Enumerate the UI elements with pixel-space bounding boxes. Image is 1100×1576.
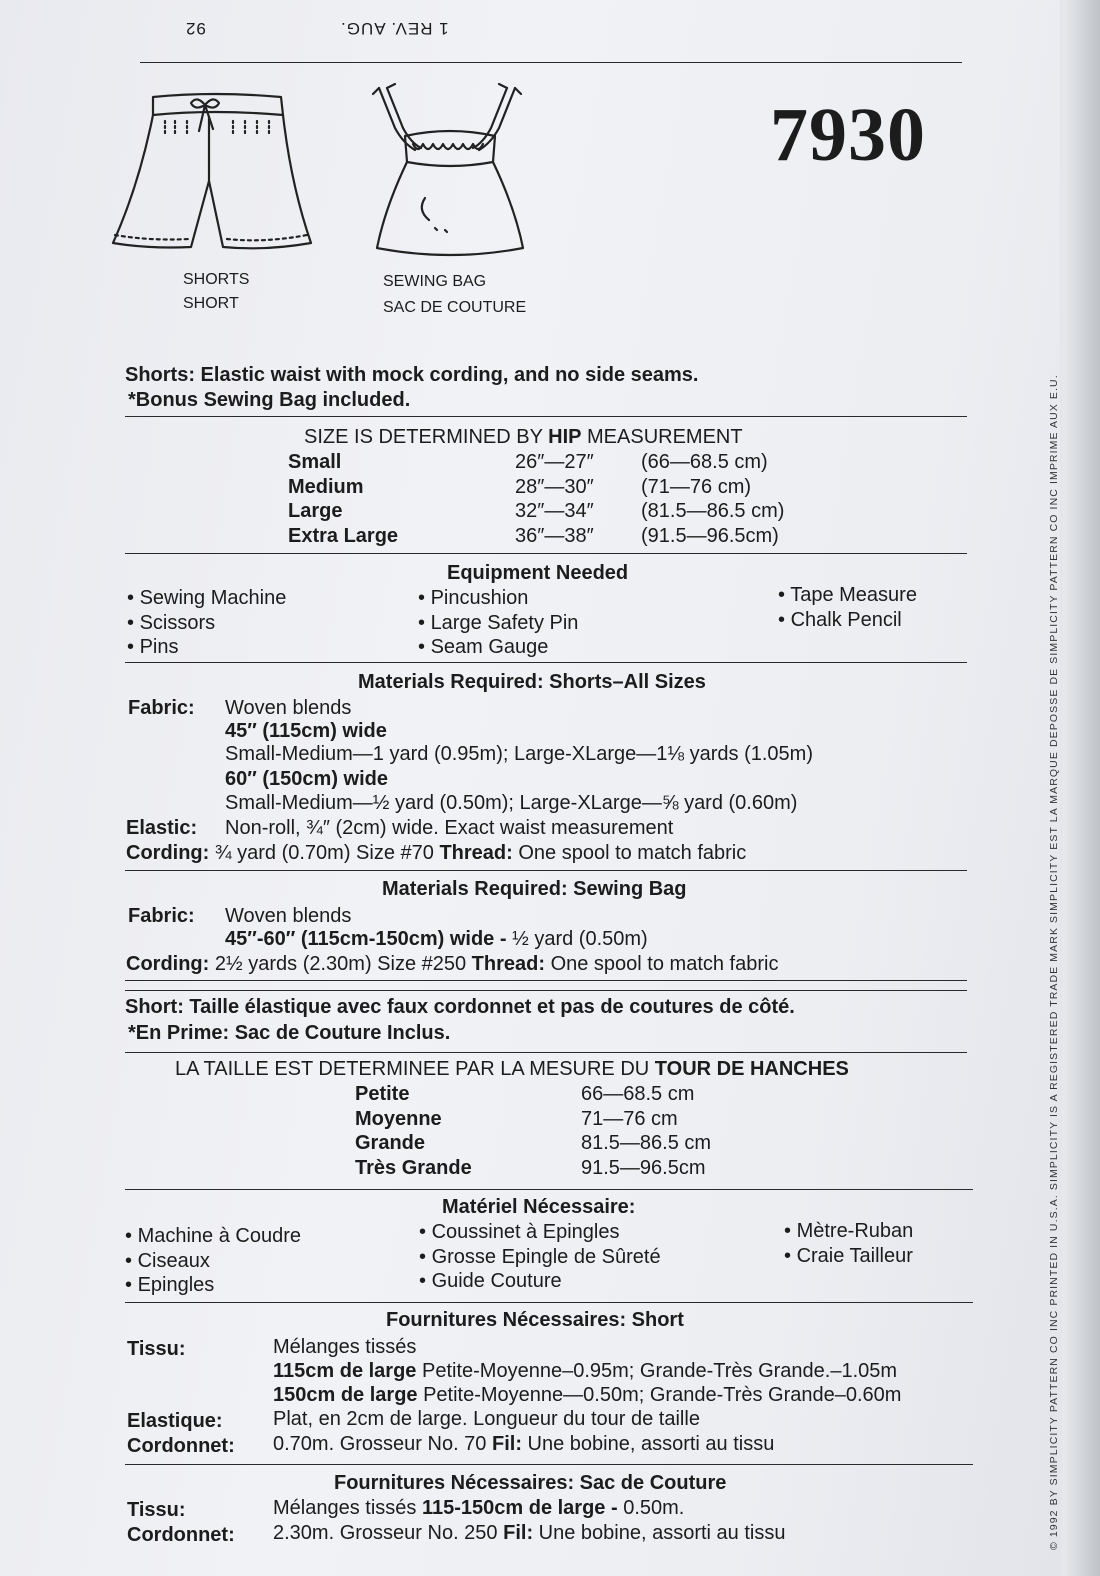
size-inches: 36″—38″ [515,524,594,547]
bag-cordonnet-line: 2.30m. Grosseur No. 250 Fil: Une bobine, assorti au tissu [273,1522,786,1544]
cordonnet-line: 0.70m. Grosseur No. 70 Fil: Une bobine, assorti au tissu [273,1433,775,1455]
equipment-item: • Tape Measure [778,583,917,608]
yardage-60: Small-Medium—½ yard (0.50m); Large-XLarge—⅝ yard (0.60m) [225,792,798,814]
shorts-caption-fr: SHORT [183,295,239,312]
cordonnet-label: Cordonnet: [127,1435,235,1457]
equipment-item: • Pincushion [418,586,578,611]
equipment-heading-fr: Matériel Nécessaire: [442,1196,636,1218]
size-cm: 71—76 cm [581,1107,678,1130]
bag-caption-fr: SAC DE COUTURE [383,299,527,316]
size-names-en [288,450,398,548]
size-cm: 91.5—96.5cm [581,1156,706,1179]
tissu-type: Mélanges tissés [273,1336,417,1358]
equipment-item: • Machine à Coudre [125,1224,301,1249]
size-cm: (71—76 cm) [641,475,752,498]
size-heading-fr: LA TAILLE EST DETERMINEE PAR LA MESURE DU TOUR DE HANCHES [175,1058,849,1080]
cording-line: Cording: ¾ yard (0.70m) Size #70 Thread: One spool to match fabric [126,842,747,864]
size-cm: 81.5—86.5 cm [581,1132,712,1154]
tissu-width-115: 115cm de large Petite-Moyenne–0.95m; Grande-Très Grande.–1.05m [273,1360,898,1382]
bag-tissu-line: Mélanges tissés 115-150cm de large - 0.50m. [273,1497,685,1519]
bag-fabric-type: Woven blends [225,905,352,927]
size-cm: (66—68.5 cm) [641,451,768,473]
size-heading-en: SIZE IS DETERMINED BY HIP MEASUREMENT [304,426,743,448]
elastic-label: Elastic: [126,817,198,839]
size-name: Medium [288,475,364,498]
equipment-col1-fr [125,1224,301,1298]
description-en: Shorts: Elastic waist with mock cording, and no side seams. [125,364,699,386]
divider [125,553,967,554]
divider [125,416,967,417]
short-materials-heading-fr: Fournitures Nécessaires: Short [386,1309,684,1331]
divider [125,662,967,663]
equipment-col2-fr [419,1220,661,1294]
divider [125,1302,973,1303]
bonus-note-fr: *En Prime: Sac de Couture Inclus. [128,1022,451,1044]
bag-tissu-label: Tissu: [127,1499,186,1521]
elastic-text: Non-roll, ¾″ (2cm) wide. Exact waist measurement [225,817,674,839]
bag-cording-line: Cording: 2½ yards (2.30m) Size #250 Thread: One spool to match fabric [126,953,779,975]
size-inches: 26″—27″ [515,451,594,473]
size-inches: 28″—30″ [515,475,594,498]
fabric-type: Woven blends [225,697,352,719]
size-cm: 66—68.5 cm [581,1083,695,1105]
divider [125,980,967,981]
equipment-col1-en [127,586,286,660]
shorts-materials-heading: Materials Required: Shorts–All Sizes [358,671,706,693]
equipment-item: • Chalk Pencil [778,608,917,633]
divider [140,62,962,63]
page-number: 92 [185,19,206,38]
size-cm-en [641,450,784,548]
size-name: Petite [355,1083,410,1105]
bonus-note-en: *Bonus Sewing Bag included. [128,389,411,411]
equipment-item: • Large Safety Pin [418,611,578,636]
equipment-item: • Seam Gauge [418,635,578,660]
size-cm-fr [581,1082,711,1180]
fabric-width-60: 60″ (150cm) wide [225,768,388,790]
divider [125,870,967,871]
size-name: Très Grande [355,1156,472,1179]
equipment-item: • Craie Tailleur [784,1244,913,1269]
tissu-width-150: 150cm de large Petite-Moyenne—0.50m; Grande-Très Grande–0.60m [273,1384,902,1406]
equipment-item: • Sewing Machine [127,586,286,611]
elastique-text: Plat, en 2cm de large. Longueur du tour de taille [273,1408,700,1430]
equipment-col3-fr [784,1219,913,1268]
size-cm: (91.5—96.5cm) [641,524,779,547]
size-cm: (81.5—86.5 cm) [641,500,785,522]
equipment-item: • Ciseaux [125,1249,301,1274]
bag-cordonnet-label: Cordonnet: [127,1524,235,1546]
equipment-item: • Guide Couture [419,1269,661,1294]
elastique-label: Elastique: [127,1410,223,1432]
equipment-col3-en [778,583,917,632]
revision-note: 1 REV. AUG. [340,19,449,38]
divider [125,1189,973,1190]
size-inches-en [515,450,594,548]
equipment-item: • Pins [127,635,286,660]
bag-fabric-width: 45″-60″ (115cm-150cm) wide - ½ yard (0.50m) [225,928,648,950]
equipment-item: • Mètre-Ruban [784,1219,913,1244]
size-name: Large [288,500,343,522]
size-inches: 32″—34″ [515,500,594,522]
equipment-item: • Epingles [125,1273,301,1298]
equipment-heading-en: Equipment Needed [447,562,629,584]
yardage-45: Small-Medium—1 yard (0.95m); Large-XLarge—1⅛ yards (1.05m) [225,743,813,765]
description-fr: Short: Taille élastique avec faux cordonnet et pas de coutures de côté. [125,996,795,1018]
equipment-item: • Coussinet à Epingles [419,1220,661,1245]
fabric-width-45: 45″ (115cm) wide [225,720,387,742]
bag-fabric-label: Fabric: [128,905,195,927]
tissu-label: Tissu: [127,1338,186,1360]
shorts-caption-en: SHORTS [183,271,250,288]
pattern-number: 7930 [770,93,926,177]
divider [125,1052,967,1053]
size-name: Grande [355,1132,426,1154]
divider [125,1464,973,1465]
size-name: Small [288,451,342,473]
size-name: Extra Large [288,524,399,547]
fabric-label: Fabric: [128,697,195,719]
equipment-item: • Scissors [127,611,286,636]
divider [125,990,967,991]
equipment-col2-en [418,586,578,660]
shorts-illustration [105,85,320,260]
size-names-fr [355,1082,472,1180]
bag-materials-heading: Materials Required: Sewing Bag [382,878,687,900]
equipment-item: • Grosse Epingle de Sûreté [419,1245,661,1270]
size-name: Moyenne [355,1107,442,1130]
copyright-side-text: © 1992 BY SIMPLICITY PATTERN CO INC PRINTED IN U.S.A. SIMPLICITY IS A REGISTERED TRADE MARK SIMPLICITY EST LA MARQUE DEPOSSE DE SIMPLICITY PATTERN CO INC IMPRIME AUX E.U. [1048,374,1060,1550]
bag-caption-en: SEWING BAG [383,273,487,290]
sewing-bag-illustration [365,78,535,268]
bag-materials-heading-fr: Fournitures Nécessaires: Sac de Couture [334,1472,727,1494]
